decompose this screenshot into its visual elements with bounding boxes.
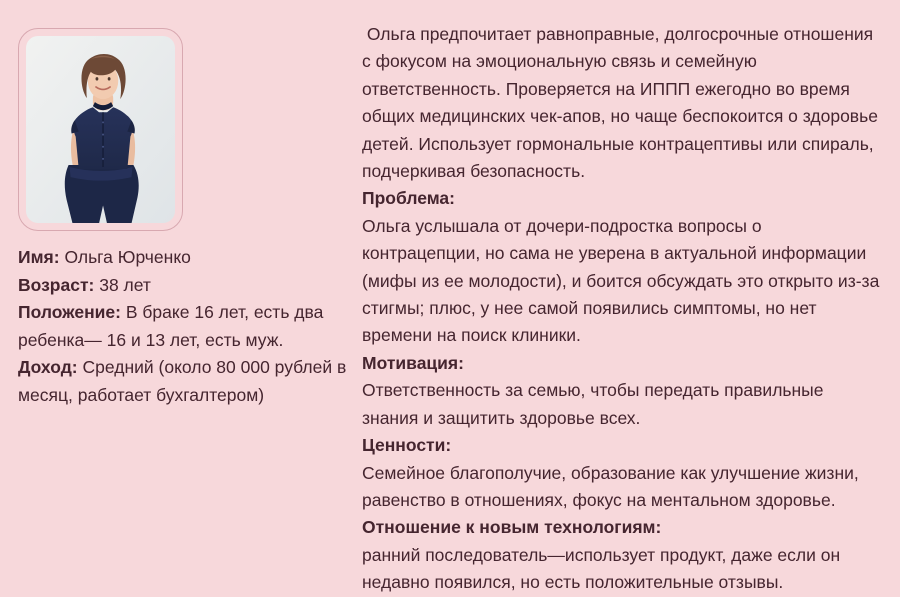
field-income-label: Доход: bbox=[18, 357, 78, 377]
section-tech-body: ранний последователь—использует продукт, даже если он недавно появился, но есть положительные отзывы. bbox=[362, 544, 841, 593]
field-status-value: В браке 16 лет, есть два ребенка— 16 и 13 лет, есть муж. bbox=[18, 302, 324, 350]
field-status-label: Положение: bbox=[18, 302, 121, 322]
field-status bbox=[18, 299, 352, 354]
section-motivation-heading: Мотивация: bbox=[362, 352, 464, 373]
section-problem-body: Ольга услышала от дочери-подростка вопросы о контрацепции, но сама не уверена в актуальной информации (мифы из ее молодости), и боится обсуждать это открыто из-за стигмы; плюс, у нее самой появились симптомы, но нет времени на поиск клиники. bbox=[362, 215, 880, 346]
profile-photo-frame bbox=[18, 28, 183, 231]
field-name bbox=[18, 244, 352, 272]
profile-photo bbox=[26, 36, 175, 223]
field-age-value: 38 лет bbox=[99, 274, 151, 295]
section-values-heading: Ценности: bbox=[362, 435, 452, 456]
persona-details bbox=[362, 21, 881, 597]
field-name-label: Имя: bbox=[18, 247, 60, 267]
field-age-label: Возраст: bbox=[18, 274, 95, 295]
section-tech-heading: Отношение к новым технологиям: bbox=[362, 517, 662, 538]
section-problem-heading: Проблема: bbox=[362, 188, 455, 209]
field-income-value: Средний (около 80 000 рублей в месяц, работает бухгалтером) bbox=[18, 357, 347, 405]
field-age bbox=[18, 272, 352, 300]
intro-paragraph: Ольга предпочитает равноправные, долгосрочные отношения с фокусом на эмоциональную связь и семейную ответственность. Проверяется на ИППП ежегодно во время общих медицинских чек-апов, но чаще беспокоится о здоровье детей. Использует гормональные контрацептивы или спираль, подчеркивая безопасность. bbox=[362, 24, 883, 182]
field-name-value: Ольга Юрченко bbox=[64, 247, 191, 267]
section-motivation-body: Ответственность за семью, чтобы передать правильные знания и защитить здоровье всех. bbox=[362, 380, 824, 428]
profile-info bbox=[18, 244, 352, 409]
field-income bbox=[18, 354, 352, 409]
section-values-body: Семейное благополучие, образование как улучшение жизни, равенство в отношениях, фокус на ментальном здоровье. bbox=[362, 462, 859, 510]
